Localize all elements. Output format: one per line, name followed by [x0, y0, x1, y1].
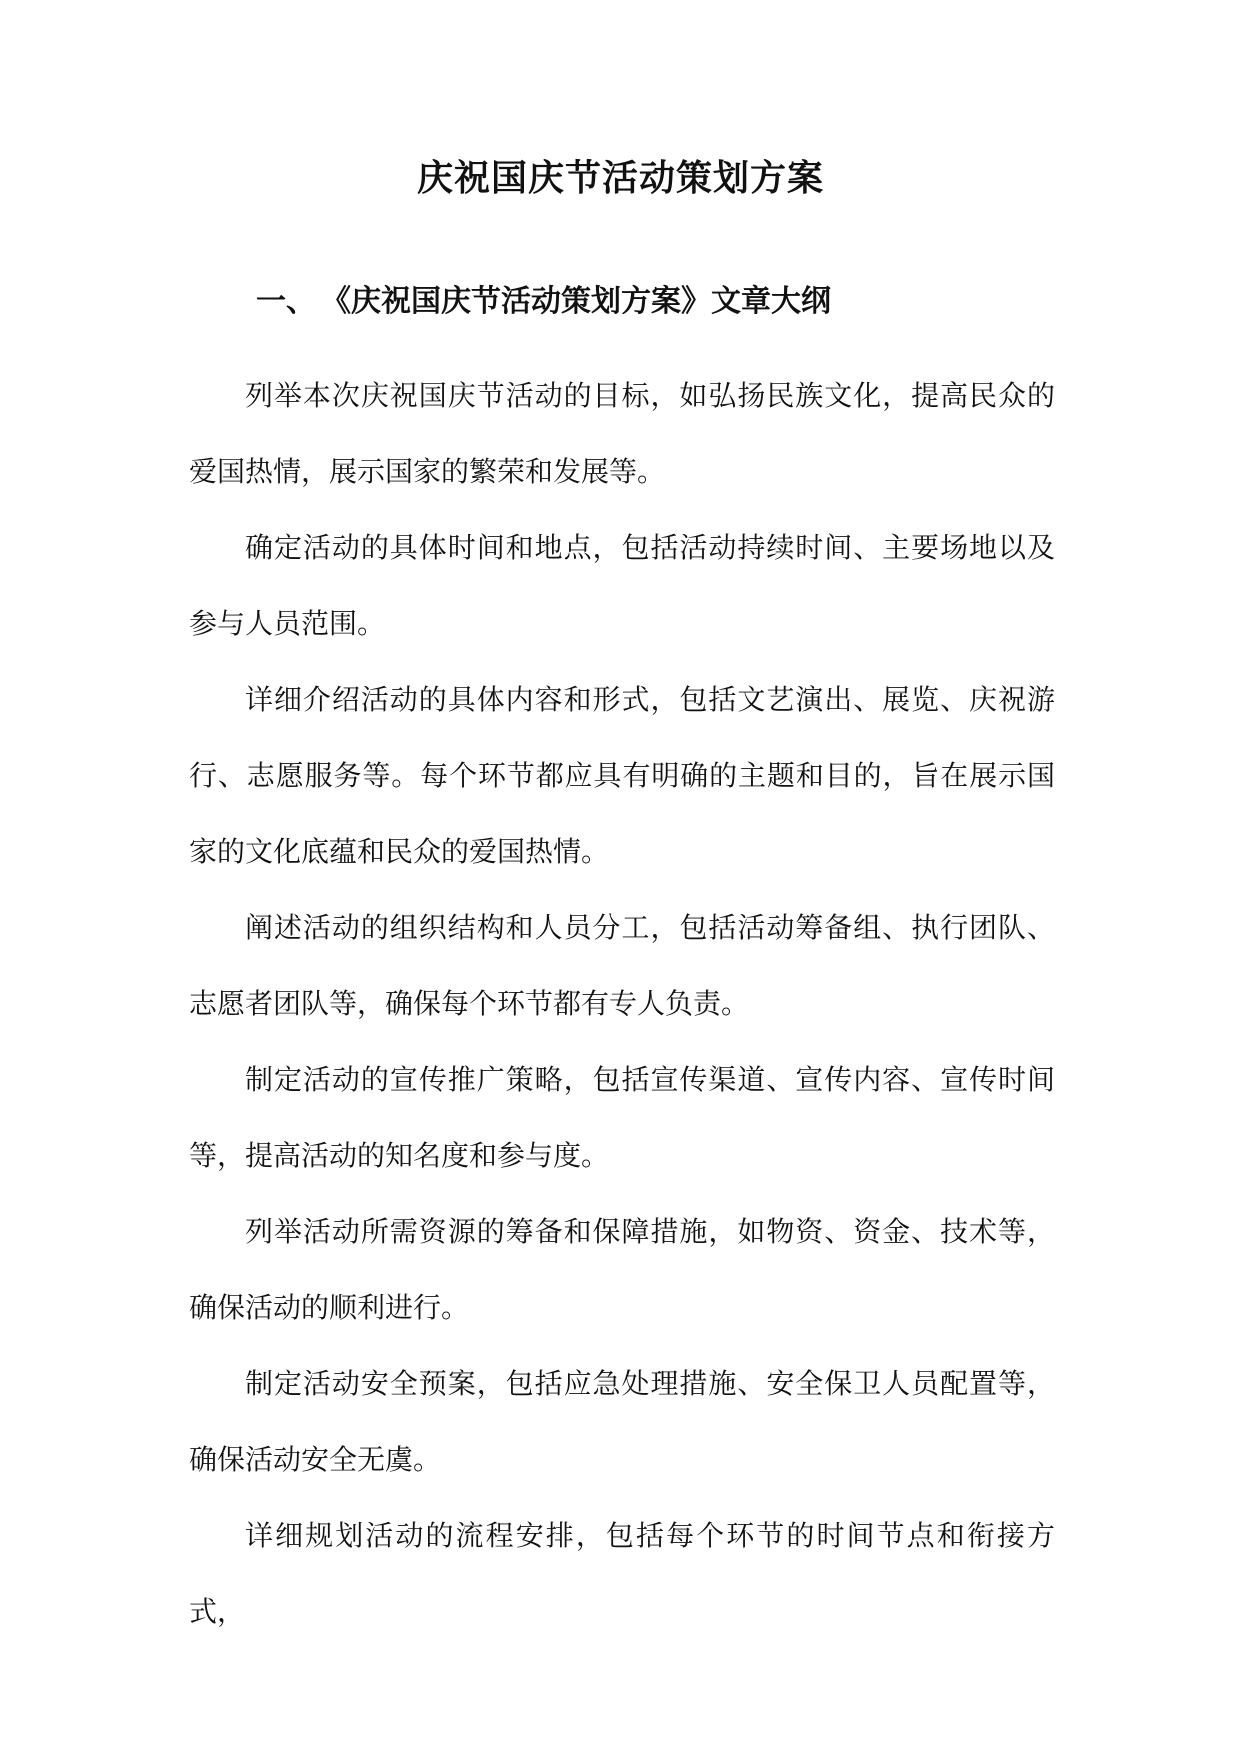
- section-number: 一、: [256, 284, 316, 319]
- paragraph-organization: 阐述活动的组织结构和人员分工，包括活动筹备组、执行团队、志愿者团队等，确保每个环节都有专人负责。: [189, 911, 1055, 1020]
- paragraph-resources: 列举活动所需资源的筹备和保障措施，如物资、资金、技术等，确保活动的顺利进行。: [189, 1215, 1055, 1324]
- paragraph-safety: 制定活动安全预案，包括应急处理措施、安全保卫人员配置等，确保活动安全无虞。: [189, 1367, 1055, 1476]
- document-title: 庆祝国庆节活动策划方案: [416, 157, 824, 199]
- paragraph-promotion: 制定活动的宣传推广策略，包括宣传渠道、宣传内容、宣传时间等，提高活动的知名度和参与度。: [189, 1063, 1055, 1172]
- section-heading: [256, 272, 831, 332]
- document-body: [189, 358, 1055, 1650]
- paragraph-content: 详细介绍活动的具体内容和形式，包括文艺演出、展览、庆祝游行、志愿服务等。每个环节都应具有明确的主题和目的，旨在展示国家的文化底蕴和民众的爱国热情。: [189, 683, 1055, 868]
- paragraph-time-place: 确定活动的具体时间和地点，包括活动持续时间、主要场地以及参与人员范围。: [189, 531, 1055, 640]
- paragraph-schedule: 详细规划活动的流程安排，包括每个环节的时间节点和衔接方式，: [189, 1519, 1055, 1628]
- section-heading-text: 《庆祝国庆节活动策划方案》文章大纲: [336, 284, 831, 319]
- paragraph-goals: 列举本次庆祝国庆节活动的目标，如弘扬民族文化，提高民众的爱国热情，展示国家的繁荣和发展等。: [189, 379, 1055, 488]
